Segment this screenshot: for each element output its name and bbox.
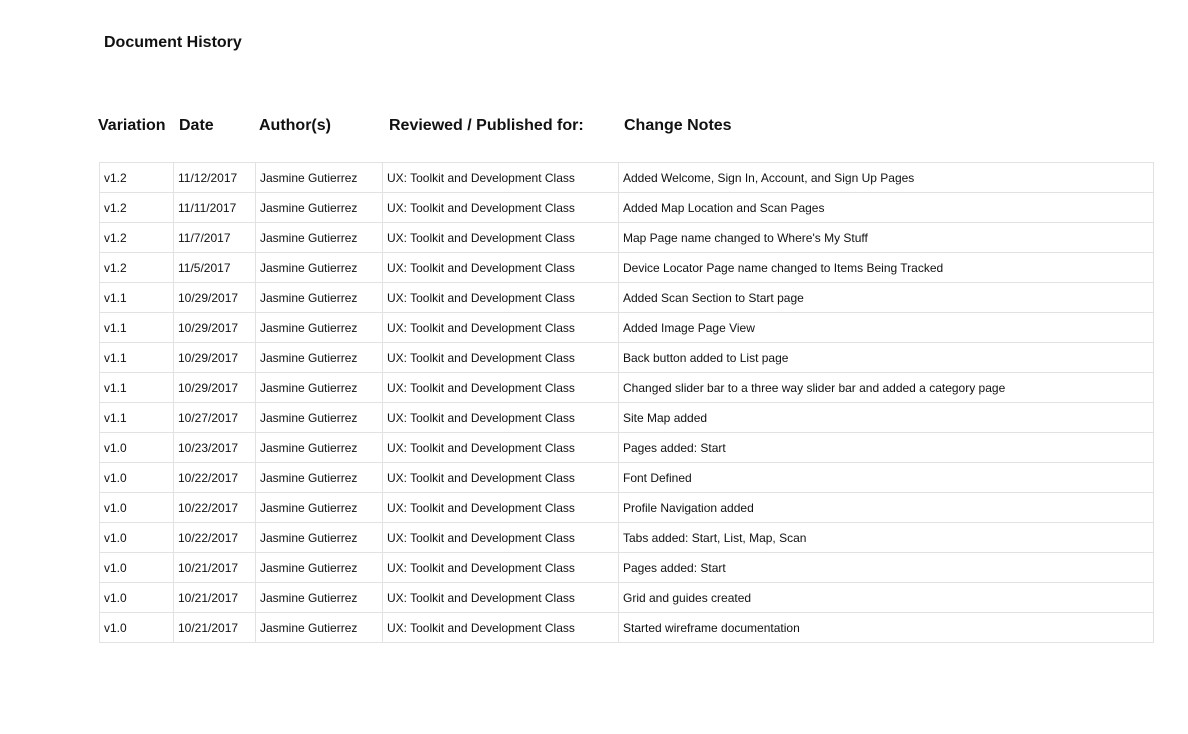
date-cell: 10/22/2017 [174, 523, 256, 553]
table-row [100, 463, 1154, 493]
table-row [100, 403, 1154, 433]
table-row [100, 193, 1154, 223]
change-notes-cell: Profile Navigation added [619, 493, 1154, 523]
table-row [100, 613, 1154, 643]
author-cell: Jasmine Gutierrez [256, 223, 383, 253]
author-cell: Jasmine Gutierrez [256, 463, 383, 493]
table-row [100, 553, 1154, 583]
date-cell: 10/22/2017 [174, 463, 256, 493]
header-date: Date [179, 117, 214, 134]
variation-cell: v1.2 [100, 223, 174, 253]
date-cell: 11/11/2017 [174, 193, 256, 223]
table-row [100, 283, 1154, 313]
date-cell: 11/7/2017 [174, 223, 256, 253]
change-notes-cell: Tabs added: Start, List, Map, Scan [619, 523, 1154, 553]
reviewed-cell: UX: Toolkit and Development Class [383, 463, 619, 493]
reviewed-cell: UX: Toolkit and Development Class [383, 283, 619, 313]
date-cell: 10/21/2017 [174, 583, 256, 613]
document-history-table [99, 162, 1154, 643]
variation-cell: v1.0 [100, 463, 174, 493]
reviewed-cell: UX: Toolkit and Development Class [383, 553, 619, 583]
author-cell: Jasmine Gutierrez [256, 523, 383, 553]
date-cell: 11/12/2017 [174, 163, 256, 193]
table-row [100, 223, 1154, 253]
change-notes-cell: Map Page name changed to Where's My Stuff [619, 223, 1154, 253]
reviewed-cell: UX: Toolkit and Development Class [383, 253, 619, 283]
date-cell: 10/29/2017 [174, 283, 256, 313]
date-cell: 10/29/2017 [174, 343, 256, 373]
header-variation: Variation [98, 117, 166, 134]
change-notes-cell: Added Welcome, Sign In, Account, and Sign Up Pages [619, 163, 1154, 193]
date-cell: 10/23/2017 [174, 433, 256, 463]
table-row [100, 523, 1154, 553]
table-row [100, 343, 1154, 373]
author-cell: Jasmine Gutierrez [256, 583, 383, 613]
reviewed-cell: UX: Toolkit and Development Class [383, 403, 619, 433]
variation-cell: v1.0 [100, 493, 174, 523]
date-cell: 10/21/2017 [174, 613, 256, 643]
header-change-notes: Change Notes [624, 117, 732, 134]
table-row [100, 163, 1154, 193]
reviewed-cell: UX: Toolkit and Development Class [383, 223, 619, 253]
reviewed-cell: UX: Toolkit and Development Class [383, 193, 619, 223]
table-row [100, 253, 1154, 283]
change-notes-cell: Pages added: Start [619, 553, 1154, 583]
history-table-body [100, 163, 1154, 643]
reviewed-cell: UX: Toolkit and Development Class [383, 493, 619, 523]
table-row [100, 583, 1154, 613]
variation-cell: v1.1 [100, 373, 174, 403]
reviewed-cell: UX: Toolkit and Development Class [383, 523, 619, 553]
table-row [100, 313, 1154, 343]
date-cell: 10/29/2017 [174, 313, 256, 343]
change-notes-cell: Pages added: Start [619, 433, 1154, 463]
author-cell: Jasmine Gutierrez [256, 193, 383, 223]
variation-cell: v1.0 [100, 523, 174, 553]
change-notes-cell: Started wireframe documentation [619, 613, 1154, 643]
reviewed-cell: UX: Toolkit and Development Class [383, 613, 619, 643]
variation-cell: v1.0 [100, 583, 174, 613]
author-cell: Jasmine Gutierrez [256, 613, 383, 643]
table-row [100, 373, 1154, 403]
variation-cell: v1.1 [100, 403, 174, 433]
author-cell: Jasmine Gutierrez [256, 553, 383, 583]
change-notes-cell: Device Locator Page name changed to Items Being Tracked [619, 253, 1154, 283]
table-row [100, 433, 1154, 463]
date-cell: 10/21/2017 [174, 553, 256, 583]
author-cell: Jasmine Gutierrez [256, 343, 383, 373]
variation-cell: v1.1 [100, 313, 174, 343]
author-cell: Jasmine Gutierrez [256, 373, 383, 403]
variation-cell: v1.2 [100, 193, 174, 223]
author-cell: Jasmine Gutierrez [256, 313, 383, 343]
date-cell: 11/5/2017 [174, 253, 256, 283]
table-header [0, 117, 1188, 137]
author-cell: Jasmine Gutierrez [256, 493, 383, 523]
author-cell: Jasmine Gutierrez [256, 253, 383, 283]
change-notes-cell: Back button added to List page [619, 343, 1154, 373]
date-cell: 10/22/2017 [174, 493, 256, 523]
author-cell: Jasmine Gutierrez [256, 403, 383, 433]
reviewed-cell: UX: Toolkit and Development Class [383, 163, 619, 193]
variation-cell: v1.0 [100, 613, 174, 643]
variation-cell: v1.2 [100, 163, 174, 193]
change-notes-cell: Added Image Page View [619, 313, 1154, 343]
reviewed-cell: UX: Toolkit and Development Class [383, 343, 619, 373]
change-notes-cell: Added Scan Section to Start page [619, 283, 1154, 313]
change-notes-cell: Added Map Location and Scan Pages [619, 193, 1154, 223]
change-notes-cell: Grid and guides created [619, 583, 1154, 613]
reviewed-cell: UX: Toolkit and Development Class [383, 373, 619, 403]
reviewed-cell: UX: Toolkit and Development Class [383, 583, 619, 613]
change-notes-cell: Font Defined [619, 463, 1154, 493]
author-cell: Jasmine Gutierrez [256, 283, 383, 313]
page-title: Document History [104, 34, 242, 51]
variation-cell: v1.0 [100, 553, 174, 583]
date-cell: 10/27/2017 [174, 403, 256, 433]
date-cell: 10/29/2017 [174, 373, 256, 403]
header-reviewed: Reviewed / Published for: [389, 117, 584, 134]
variation-cell: v1.1 [100, 283, 174, 313]
variation-cell: v1.1 [100, 343, 174, 373]
table-row [100, 493, 1154, 523]
reviewed-cell: UX: Toolkit and Development Class [383, 313, 619, 343]
author-cell: Jasmine Gutierrez [256, 433, 383, 463]
header-authors: Author(s) [259, 117, 331, 134]
change-notes-cell: Changed slider bar to a three way slider bar and added a category page [619, 373, 1154, 403]
reviewed-cell: UX: Toolkit and Development Class [383, 433, 619, 463]
change-notes-cell: Site Map added [619, 403, 1154, 433]
author-cell: Jasmine Gutierrez [256, 163, 383, 193]
variation-cell: v1.2 [100, 253, 174, 283]
variation-cell: v1.0 [100, 433, 174, 463]
